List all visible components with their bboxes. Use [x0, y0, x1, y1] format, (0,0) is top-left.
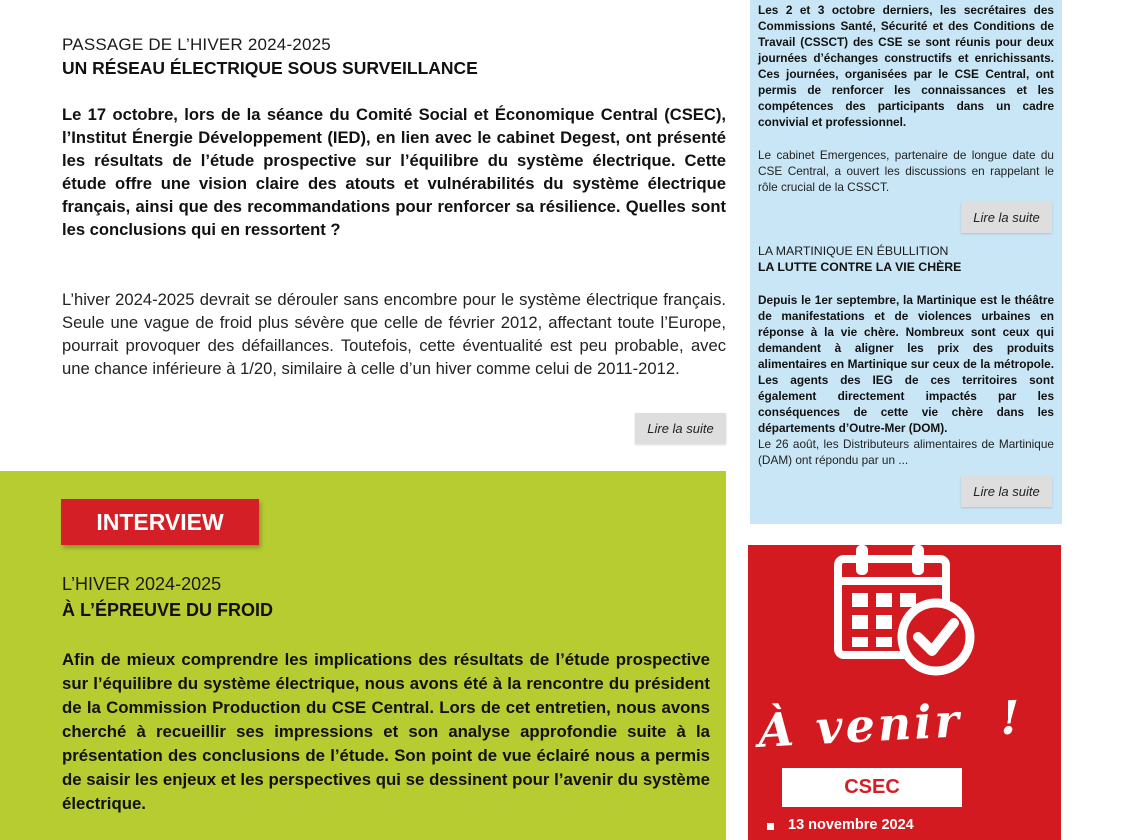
event-date: 13 novembre 2024 — [788, 817, 914, 833]
bullet-icon — [767, 823, 774, 830]
cssct-body: Le cabinet Emergences, partenaire de longue date du CSE Central, a ouvert les discussions en rappelant le rôle crucial de la CSSCT. — [758, 148, 1054, 194]
article-kicker: PASSAGE DE L’HIVER 2024-2025 — [62, 35, 331, 54]
interview-headline: À L’ÉPREUVE DU FROID — [62, 600, 274, 620]
cssct-read-more-button[interactable]: Lire la suite — [961, 202, 1052, 233]
events-title: À venir ! — [756, 690, 1025, 758]
martinique-body: Le 26 août, les Distributeurs alimentaires de Martinique (DAM) ont répondu par un ... — [758, 437, 1054, 467]
martinique-headline: LA LUTTE CONTRE LA VIE CHÈRE — [758, 260, 962, 274]
article-lead: Le 17 octobre, lors de la séance du Comité Social et Économique Central (CSEC), l’Institut Énergie Développement (IED), en lien avec le cabinet Degest, ont présenté les résultats de l’étude prospective sur l’équilibre du système électrique. Cette étude offre une vision claire des atouts et vulnérabilités du système électrique français, ainsi que des recommandations pour renforcer sa résilience. Quelles sont les conclusions qui en ressortent ? — [62, 105, 726, 239]
martinique-read-more-button[interactable]: Lire la suite — [961, 476, 1052, 507]
martinique-kicker: LA MARTINIQUE EN ÉBULLITION — [758, 244, 949, 258]
cssct-lead: Les 2 et 3 octobre derniers, les secrétaires des Commissions Santé, Sécurité et des Conditions de Travail (CSSCT) des CSE se sont réunis pour deux journées d’échanges constructifs et enrichissants. Ces journées, organisées par le CSE Central, ont permis de renforcer les connaissances et les compétences des participants dans un cadre convivial et professionnel. — [758, 3, 1054, 129]
events-panel — [748, 545, 1061, 840]
article-read-more-button[interactable]: Lire la suite — [635, 413, 726, 444]
interview-kicker: L’HIVER 2024-2025 — [62, 574, 222, 594]
interview-tag: INTERVIEW — [61, 499, 259, 545]
article-body: L’hiver 2024-2025 devrait se dérouler sans encombre pour le système électrique français. Seule une vague de froid plus sévère que celle de février 2012, affectant toute l’Europe, pourrait provoquer des défaillances. Toutefois, cette éventualité est peu probable, avec une chance inférieure à 1/20, similaire à celle d’un hiver comme celui de 2011-2012. — [62, 290, 726, 378]
article-headline: UN RÉSEAU ÉLECTRIQUE SOUS SURVEILLANCE — [62, 58, 478, 78]
calendar-check-icon — [830, 545, 980, 689]
martinique-lead: Depuis le 1er septembre, la Martinique est le théâtre de manifestations et de violences urbaines en réponse à la vie chère. Nombreux sont ceux qui demandent à aligner les prix des produits alimentaires en Martinique sur ceux de la métropole. Les agents des IEG de ces territoires sont également directement impactés par les conséquences de cette vie chère dans les départements d’Outre-Mer (DOM). — [758, 293, 1054, 435]
events-csec-box: CSEC — [782, 768, 962, 807]
interview-lead: Afin de mieux comprendre les implications des résultats de l’étude prospective sur l’équilibre du système électrique, nous avons été à la rencontre du président de la Commission Production du CSE Central. Lors de cet entretien, nous avons cherché à recueillir ses impressions et son analyse approfondie suite à la présentation des conclusions de l’étude. Son point de vue éclairé nous a permis de saisir les enjeux et les perspectives qui se dessinent pour l’avenir du système électrique. — [62, 650, 710, 813]
